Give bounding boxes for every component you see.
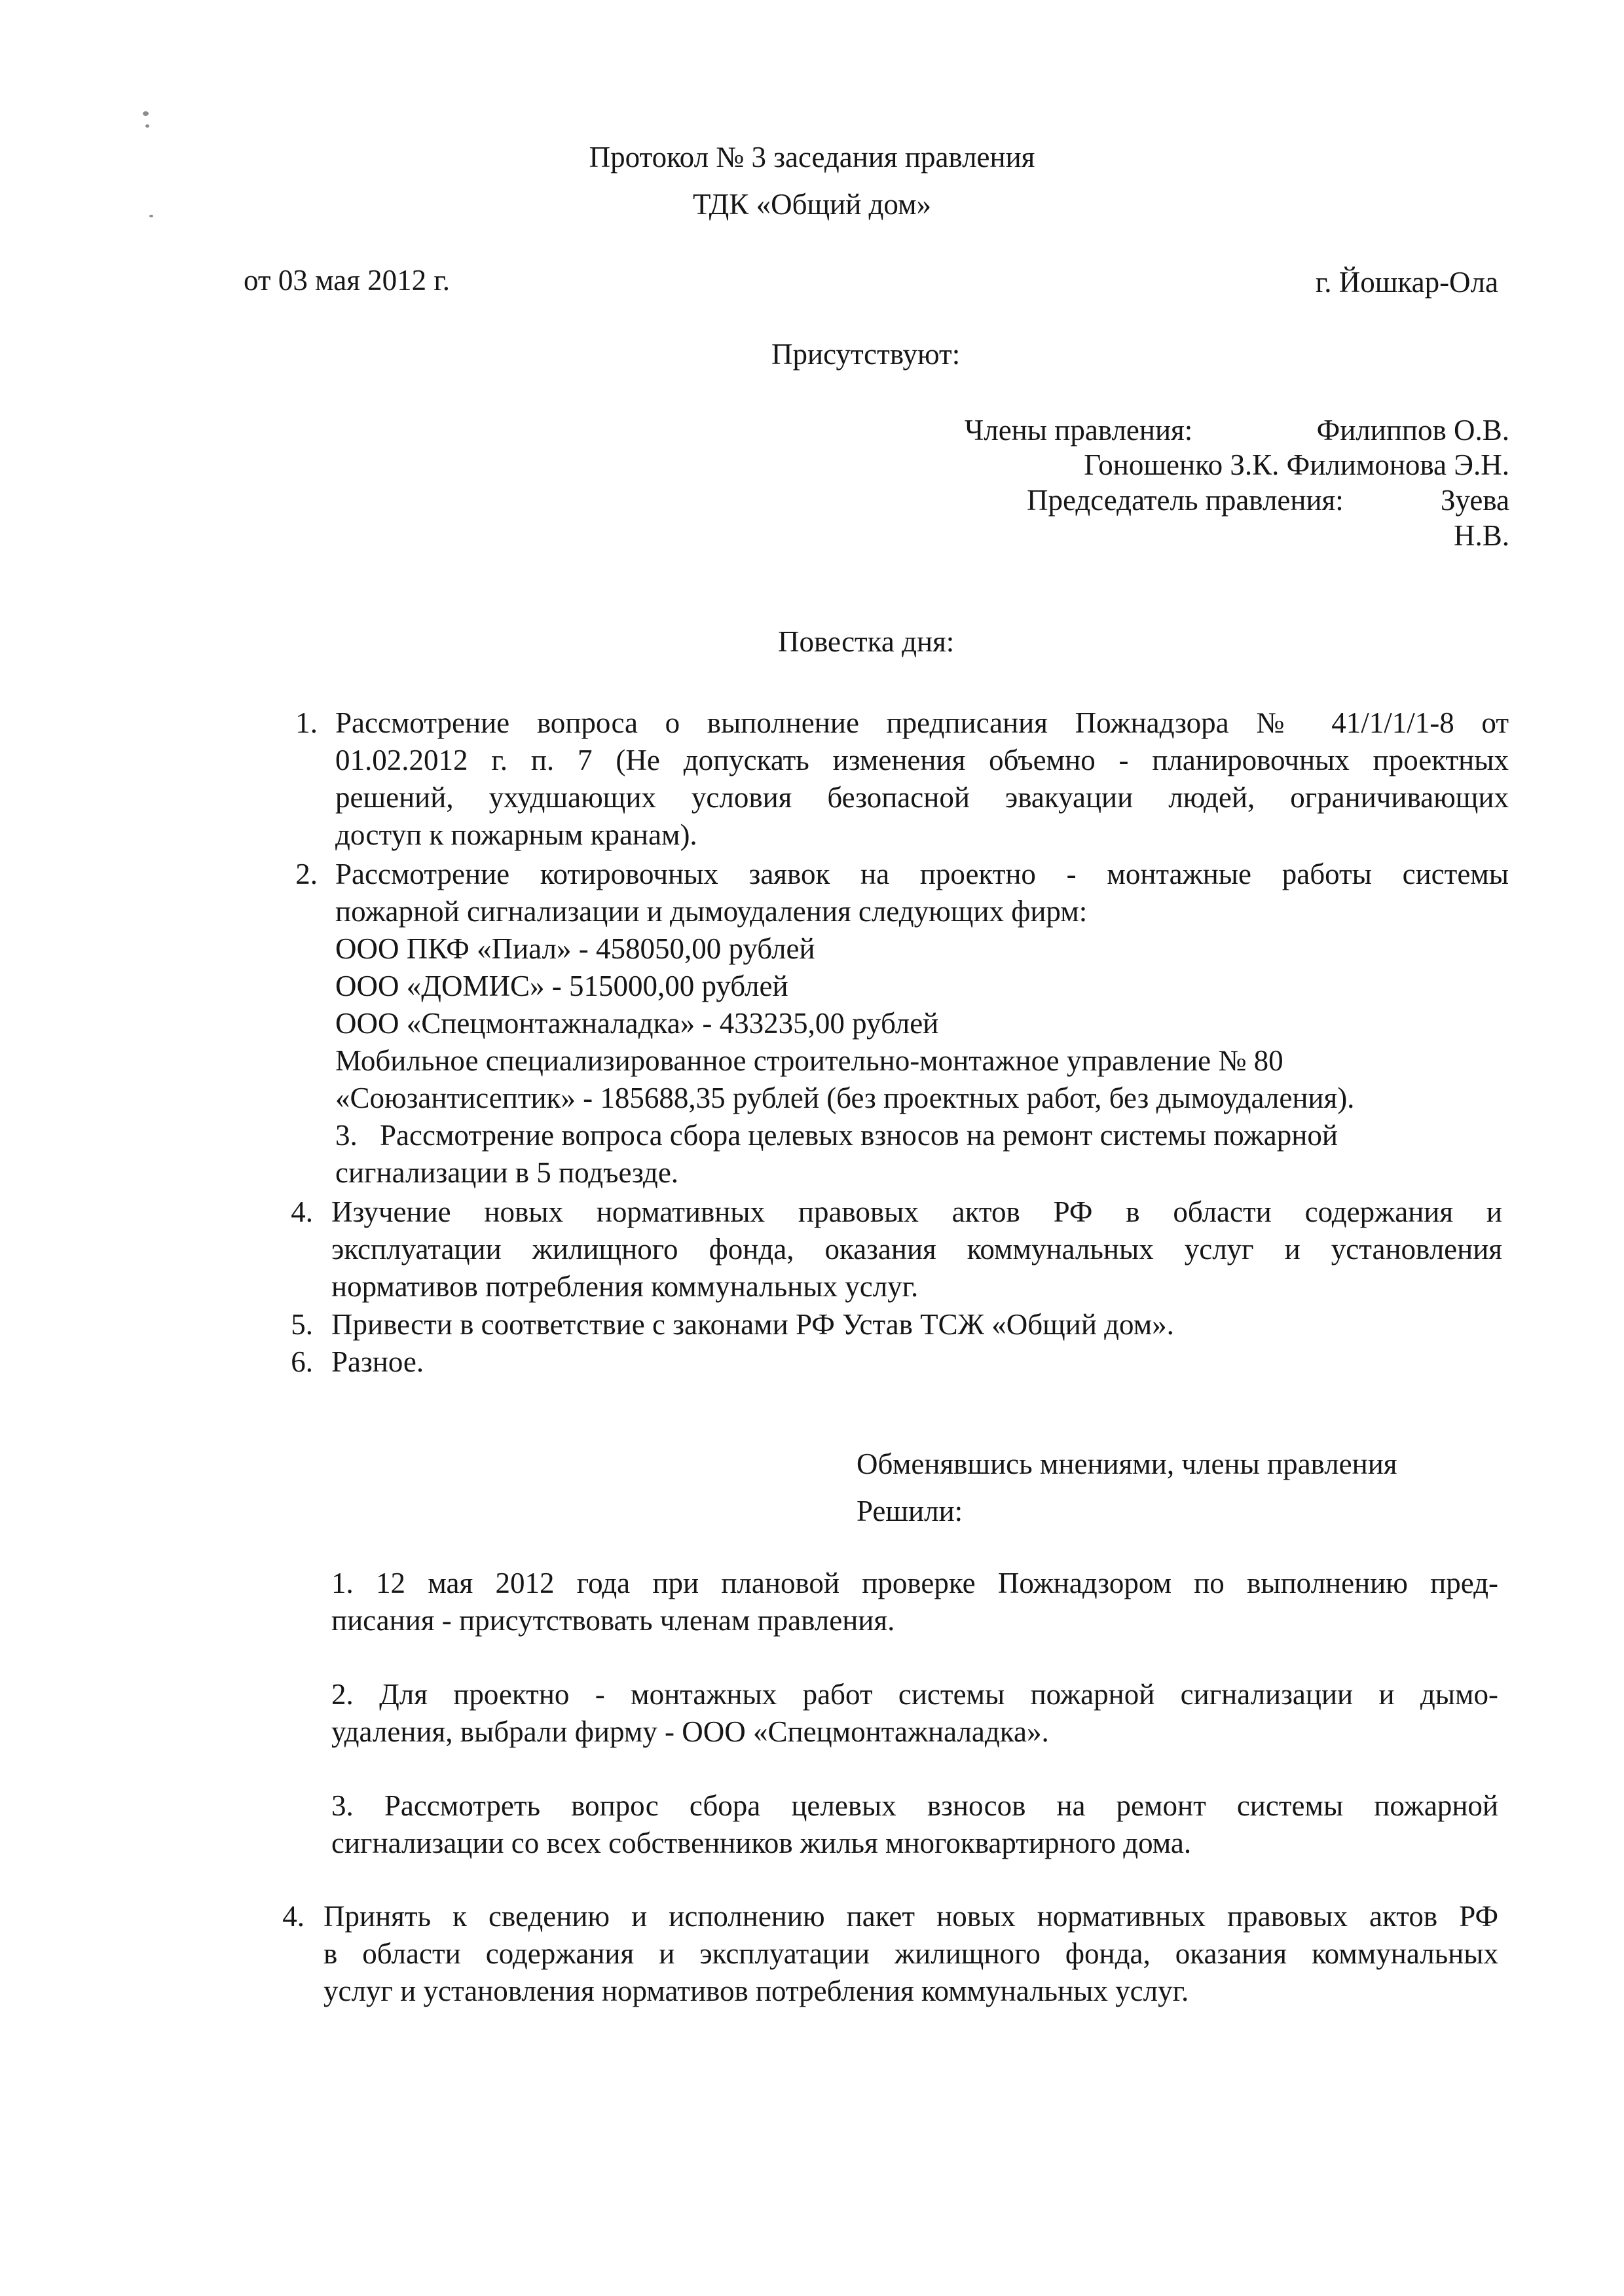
members-names-line: Гоношенко З.К. Филимонова Э.Н.	[1084, 448, 1509, 481]
agenda-item-number: 3.	[335, 1119, 358, 1152]
agenda-item-number: 2.	[295, 858, 318, 890]
decision-line: Принять к сведению и исполнению пакет новых нормативных правовых актов РФ	[323, 1900, 1498, 1933]
decision-line: в области содержания и эксплуатации жилищного фонда, оказания коммунальных	[323, 1937, 1498, 1970]
decision-line: сигнализации со всех собственников жилья многоквартирного дома.	[331, 1827, 1192, 1859]
agenda-item-line: пожарной сигнализации и дымоудаления следующих фирм:	[335, 895, 1088, 928]
agenda-item-line: Разное.	[331, 1345, 424, 1378]
agenda-item-line: решений, ухудшающих условия безопасной эвакуации людей, ограничивающих	[335, 781, 1509, 814]
firm-quote: ООО «ДОМИС» - 515000,00 рублей	[335, 970, 788, 1002]
agenda-item-4	[331, 1194, 1502, 1305]
decision-line: удаления, выбрали фирму - ООО «Спецмонтажналадка».	[331, 1715, 1049, 1748]
scan-speck	[145, 124, 149, 128]
agenda-item-number: 5.	[291, 1308, 313, 1341]
document-title: Протокол № 3 заседания правления	[589, 141, 1035, 173]
members-label: Члены правления:	[965, 414, 1193, 446]
decision-3	[331, 1787, 1498, 1862]
chair-label: Председатель правления:	[1027, 484, 1344, 517]
agenda-item-line: Изучение новых нормативных правовых актов РФ в области содержания и	[331, 1195, 1502, 1228]
chair-name: Зуева	[1440, 484, 1509, 517]
agenda-item-1	[335, 704, 1509, 854]
agenda-heading: Повестка дня:	[778, 625, 955, 658]
decision-line: услуг и установления нормативов потребления коммунальных услуг.	[323, 1975, 1189, 2007]
decision-line: 3. Рассмотреть вопрос сбора целевых взносов на ремонт системы пожарной	[331, 1789, 1498, 1822]
agenda-item-number: 1.	[295, 706, 318, 739]
member-name: Филиппов О.В.	[1316, 414, 1509, 446]
document-subtitle: ТДК «Общий дом»	[692, 188, 932, 221]
agenda-item-line: эксплуатации жилищного фонда, оказания коммунальных услуг и установления	[331, 1233, 1502, 1266]
decision-line: 1. 12 мая 2012 года при плановой проверке Пожнадзором по выполнению пред-	[331, 1567, 1498, 1599]
attendance-heading: Присутствуют:	[771, 338, 961, 371]
decision-1	[331, 1565, 1498, 1639]
firm-quote: Мобильное специализированное строительно-монтажное управление № 80	[335, 1044, 1283, 1077]
firm-quote: «Союзантисептик» - 185688,35 рублей (без проектных работ, без дымоудаления).	[335, 1082, 1355, 1114]
scan-speck	[143, 111, 149, 116]
agenda-item-line: 01.02.2012 г. п. 7 (Не допускать изменения объемно - планировочных проектных	[335, 744, 1509, 776]
agenda-item-line: доступ к пожарным кранам).	[335, 818, 697, 851]
agenda-item-number: 4.	[291, 1195, 313, 1228]
firm-quote: ООО ПКФ «Пиал» - 458050,00 рублей	[335, 932, 815, 965]
decision-number: 4.	[282, 1900, 304, 1933]
document-date: от 03 мая 2012 г.	[244, 264, 451, 297]
decision-2	[331, 1676, 1498, 1751]
agenda-item-line: Рассмотрение вопроса о выполнение предписания Пожнадзора № 41/1/1/1-8 от	[335, 706, 1509, 739]
chair-name-initials: Н.В.	[1453, 519, 1509, 552]
agenda-item-line: Привести в соответствие с законами РФ Устав ТСЖ «Общий дом».	[331, 1308, 1174, 1341]
decision-intro: Обменявшись мнениями, члены правления	[857, 1448, 1397, 1480]
agenda-item-number: 6.	[291, 1345, 313, 1378]
agenda-item-line: сигнализации в 5 подъезде.	[335, 1156, 679, 1189]
decision-line: 2. Для проектно - монтажных работ системы пожарной сигнализации и дымо-	[331, 1678, 1498, 1711]
document-city: г. Йошкар-Ола	[1315, 266, 1498, 299]
agenda-item-line: Рассмотрение котировочных заявок на проектно - монтажные работы системы	[335, 858, 1509, 890]
firm-quote: ООО «Спецмонтажналадка» - 433235,00 рублей	[335, 1007, 939, 1040]
agenda-item-line: нормативов потребления коммунальных услуг.	[331, 1270, 919, 1303]
decision-line: писания - присутствовать членам правления.	[331, 1604, 895, 1637]
agenda-item-2	[335, 856, 1509, 930]
decision-heading: Решили:	[857, 1495, 963, 1527]
agenda-item-line: Рассмотрение вопроса сбора целевых взносов на ремонт системы пожарной	[380, 1119, 1338, 1152]
decision-4	[323, 1898, 1498, 2010]
